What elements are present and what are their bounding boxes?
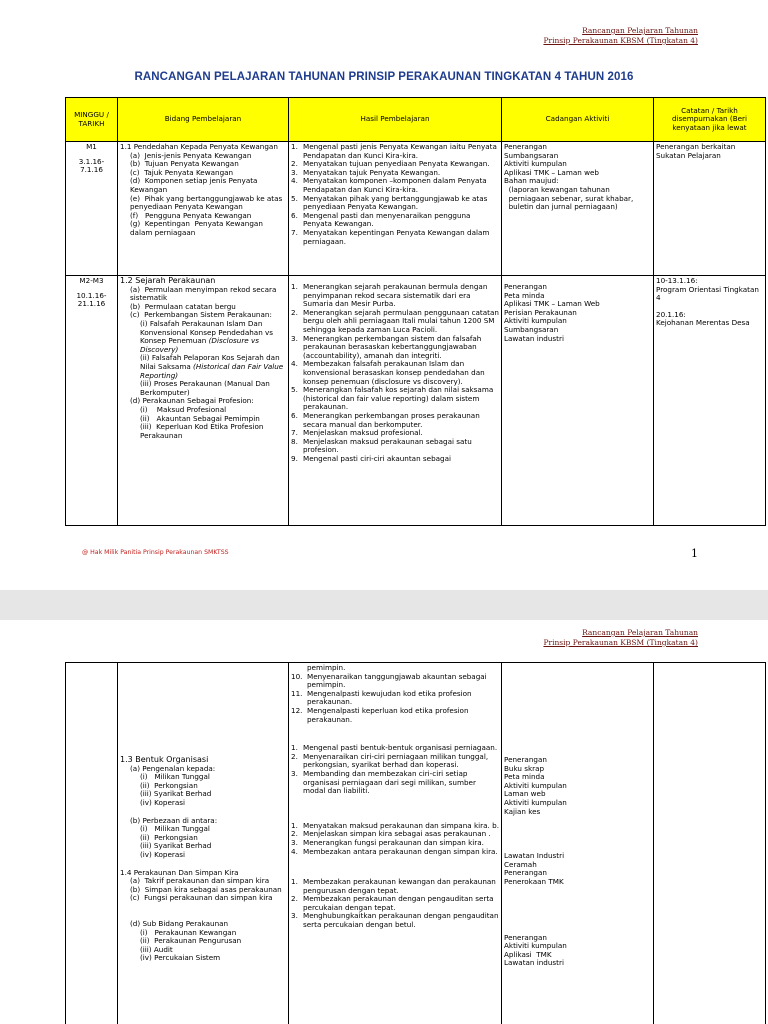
- topic-item: (d) Sub Bidang Perakaunan: [130, 918, 229, 928]
- outcome-number: 2.: [291, 307, 298, 317]
- outcome-number: 7.: [291, 428, 298, 438]
- outcome-number: 1.: [291, 142, 298, 151]
- header-line-2: Prinsip Perakaunan KBSM (Tingkatan 4): [543, 36, 698, 45]
- outcome-text: Membezakan falsafah perakaunan Islam dan konvensional berasaskan konsep pendedahan dan konsep penemuan (disclosure vs discovery).: [303, 359, 485, 386]
- outcome-list: [291, 744, 499, 796]
- outcome-item: [291, 177, 499, 194]
- activity-list: [504, 143, 651, 212]
- outcome-list: [291, 664, 499, 724]
- topic-sub-item: (iv) Percukaian Sistem: [140, 953, 221, 963]
- outcome-text: Menerangkan falsafah kos sejarah dan nilai saksama (historical dan fair value reporting) dalam sistem perakaunan.: [303, 385, 494, 412]
- outcome-number: 2.: [291, 159, 298, 169]
- activity-list: [504, 756, 651, 816]
- outcome-number: 1.: [291, 743, 298, 753]
- activity-item: Lawatan industri: [504, 333, 564, 343]
- outcome-text: Menyatakan kepentingan Penyata Kewangan dalam perniagaan.: [303, 227, 490, 246]
- outcome-number: 1.: [291, 820, 298, 830]
- outcome-text: Membezakan perakaunan dengan pengauditan serta percukaian dengan tepat.: [303, 894, 494, 912]
- outcome-list: [291, 283, 499, 463]
- topic-sub-item: (i) Milikan Tunggal: [140, 824, 210, 834]
- activity-item: Lawatan Industri: [504, 851, 565, 861]
- activity-list: [504, 934, 651, 968]
- activity-list: [504, 283, 651, 343]
- activity-item: Aktiviti kumpulan: [504, 797, 567, 807]
- outcome-text: Menerangkan perkembangan proses perakaunan secara manual dan berkomputer.: [303, 410, 480, 429]
- activity-item: buletin dan jurnal perniagaan): [504, 202, 618, 212]
- activity-item: Aktiviti kumpulan: [504, 780, 567, 790]
- outcome-text: Mengenalpasti kewujudan kod etika profesion perakaunan.: [307, 688, 472, 707]
- topic-item: (d) Perakaunan Sebagai Profesion:: [130, 396, 254, 406]
- topic-sub-items: [120, 929, 286, 963]
- page-number: 1: [691, 547, 698, 560]
- activity-item: Peta minda: [504, 772, 545, 782]
- activity-item: Buku skrap: [504, 763, 545, 773]
- outcome-list: [291, 822, 499, 856]
- outcome-item: [291, 195, 499, 212]
- outcome-number: 6.: [291, 210, 298, 220]
- outcome-number: 12.: [291, 705, 303, 715]
- table-row: [66, 142, 766, 276]
- outcome-number: 11.: [291, 688, 303, 698]
- col-header-minggu: MINGGU / TARIKH: [66, 98, 118, 142]
- activity-item: Lawatan industri: [504, 958, 564, 968]
- activity-item: Perisian Perakaunan: [504, 307, 577, 317]
- lesson-plan-table: [65, 97, 766, 526]
- outcome-number: 4.: [291, 846, 298, 856]
- lesson-plan-table-continued: [65, 662, 766, 1024]
- outcome-text: Membanding dan membezakan ciri-ciri setiap organisasi perniagaan dari segi milikan, sumber modal dan liabiliti.: [303, 768, 476, 796]
- activity-item: Aktiviti kumpulan: [504, 316, 567, 326]
- outcome-text: Menyenaraikan tanggungjawab akauntan sebagai pemimpin.: [307, 671, 487, 690]
- col-header-bidang: Bidang Pembelajaran: [118, 98, 289, 142]
- outcome-number: 9.: [291, 453, 298, 463]
- outcome-item: [291, 438, 499, 455]
- topic-item: (c) Tajuk Penyata Kewangan: [130, 167, 234, 177]
- outcome-item: [291, 912, 499, 929]
- topic-sub-item: (iv) Koperasi: [140, 849, 185, 859]
- outcome-number: 4.: [291, 359, 298, 369]
- topic-sub-item: (iii) Syarikat Berhad: [140, 789, 212, 799]
- document-page-2: [0, 620, 768, 1024]
- col-header-hasil: Hasil Pembelajaran: [289, 98, 502, 142]
- outcome-number: 7.: [291, 227, 298, 237]
- activity-item: Aplikasi TMK – Laman Web: [504, 299, 600, 309]
- note-line: 20.1.16:: [656, 309, 686, 319]
- outcome-text: Menyatakan tujuan penyediaan Penyata Kewangan.: [303, 159, 490, 169]
- activity-item: Penerangan: [504, 755, 547, 764]
- col-header-cadangan: Cadangan Aktiviti: [502, 98, 654, 142]
- outcome-number: 3.: [291, 911, 298, 921]
- activity-item: (laporan kewangan tahunan: [504, 184, 610, 194]
- outcome-number: 8.: [291, 436, 298, 446]
- topic-sub-item: (ii) Perakaunan Pengurusan: [140, 936, 242, 946]
- topic-title: 1.2 Sejarah Perakaunan: [120, 276, 216, 285]
- outcome-text: Menyatakan maksud perakaunan dan simpana kira.: [303, 820, 490, 830]
- topic-sub-item: (ii) Falsafah Pelaporan Kos Sejarah dan Nilai Saksama (Historical dan Fair Value Reporting): [140, 353, 284, 380]
- outcome-number: 1.: [291, 282, 298, 291]
- topic-sub-item: (i) Maksud Profesional: [140, 404, 227, 414]
- activity-item: Bahan maujud:: [504, 176, 559, 186]
- topic-title: 1.3 Bentuk Organisasi: [120, 755, 209, 764]
- outcome-text: Menerangkan perkembangan sistem dan falsafah perakaunan berasaskan kebertanggungjawaban (accountability), amanah dan integriti.: [303, 333, 482, 360]
- outcome-item: [291, 848, 499, 857]
- topic-title: 1.4 Perakaunan Dan Simpan Kira: [120, 867, 239, 877]
- topic-item: (d) Komponen setiap jenis Penyata Kewangan: [130, 176, 260, 194]
- topic-sub-item: (iii) Proses Perakaunan (Manual Dan Berkomputer): [140, 379, 270, 397]
- outcome-text: Menerangkan sejarah permulaan penggunaan catatan bergu oleh ahli perniagaan Itali mulai tahun 1200 SM sehingga kepada zaman Luca Pacioli.: [303, 307, 499, 334]
- outcome-text: Menyatakan komponen –komponen dalam Penyata Pendapatan dan Kunci Kira-kira.: [303, 176, 487, 194]
- outcome-text: Menjelaskan maksud profesional.: [303, 428, 423, 438]
- activity-item: Penerangan: [504, 932, 547, 942]
- activity-item: Sumbangsaran: [504, 150, 559, 160]
- outcome-text: Mengenalpasti keperluan kod etika profesion perakaunan.: [307, 705, 469, 724]
- topic-sub-item: (ii) Perkongsian: [140, 832, 198, 842]
- col-header-catatan: Catatan / Tarikh disempurnakan (Beri kenyataan jika lewat: [654, 98, 766, 142]
- topic-sub-items: [120, 406, 286, 440]
- outcome-number: 10.: [291, 671, 303, 681]
- outcome-text: Menyatakan tajuk Penyata Kewangan.: [303, 167, 441, 177]
- outcome-text: Menerangkan fungsi perakaunan dan simpan kira.: [303, 837, 484, 847]
- topic-sub-item: (iii) Syarikat Berhad: [140, 841, 212, 851]
- margin-mark: b.: [492, 820, 499, 830]
- outcome-item: [291, 335, 499, 361]
- topic-item: (c) Perkembangan Sistem Perakaunan:: [130, 310, 272, 320]
- activity-item: Aktiviti kumpulan: [504, 941, 567, 951]
- outcome-number: 2.: [291, 894, 298, 904]
- note-line: 10-13.1.16:: [656, 276, 698, 285]
- outcome-text: Mengenal pasti bentuk-bentuk organisasi perniagaan.: [303, 743, 498, 753]
- activity-item: Penerokaan TMK: [504, 876, 564, 886]
- outcome-item: [291, 143, 499, 160]
- topic-item: (b) Simpan kira sebagai asas perakaunan: [130, 884, 282, 894]
- topic-sub-item: (iv) Koperasi: [140, 797, 185, 807]
- outcome-text: Mengenal pasti ciri-ciri akauntan sebagai: [303, 453, 452, 463]
- topic-items: [120, 152, 286, 238]
- outcome-number: 2.: [291, 751, 298, 761]
- notes: [656, 277, 763, 328]
- outcome-item: [291, 212, 499, 229]
- outcome-number: 3.: [291, 768, 298, 778]
- week-label: M2-M3: [79, 276, 104, 285]
- copyright-footer: @ Hak Milik Panitia Prinsip Perakaunan SMKTSS: [82, 549, 229, 556]
- outcome-text: Membezakan perakaunan kewangan dan perakaunan pengurusan dengan tepat.: [303, 877, 496, 895]
- topic-sub-item: (i) Falsafah Perakaunan Islam Dan Konvensional Konsep Pendedahan vs Konsep Penemuan (Disclosure vs Discovery): [140, 318, 274, 354]
- outcome-text: Menjelaskan simpan kira sebagai asas perakaunan .: [303, 829, 491, 839]
- activity-item: Sumbangsaran: [504, 324, 559, 334]
- outcome-number: 3.: [291, 333, 298, 343]
- outcome-item: [291, 753, 499, 770]
- activity-item: Penerangan: [504, 282, 547, 291]
- outcome-item: [291, 412, 499, 429]
- outcome-item: [291, 673, 499, 690]
- topic-sub-item: (iii) Audit: [140, 944, 173, 954]
- outcome-number: 1.: [291, 877, 298, 887]
- activity-item: perniagaan sebenar, surat khabar,: [504, 193, 634, 203]
- topic-item: (f) Pengguna Penyata Kewangan: [130, 210, 252, 220]
- topic-sub-items: [120, 825, 286, 859]
- week-label: M1: [86, 142, 97, 151]
- outcome-item: [291, 360, 499, 386]
- header-line-2: Prinsip Perakaunan KBSM (Tingkatan 4): [543, 638, 698, 647]
- topic-title: 1.1 Pendedahan Kepada Penyata Kewangan: [120, 142, 278, 151]
- page-header: [543, 26, 698, 46]
- header-line-1: Rancangan Pelajaran Tahunan: [582, 26, 698, 35]
- outcome-text: Menjelaskan maksud perakaunan sebagai satu profesion.: [303, 436, 472, 455]
- topic-item: (a) Jenis-jenis Penyata Kewangan: [130, 150, 252, 160]
- outcome-number: 2.: [291, 829, 298, 839]
- outcome-item: [291, 283, 499, 309]
- activity-item: Peta minda: [504, 290, 545, 300]
- activity-item: Laman web: [504, 789, 546, 799]
- outcome-item: [291, 878, 499, 895]
- activity-item: Kajian kes: [504, 806, 541, 816]
- outcome-item: [291, 455, 499, 464]
- date-range: 10.1.16- 21.1.16: [76, 290, 107, 309]
- topic-item: (a) Permulaan menyimpan rekod secara sistematik: [130, 284, 279, 303]
- outcome-list: [291, 878, 499, 930]
- outcome-number: 5.: [291, 385, 298, 395]
- note-line: Program Orientasi Tingkatan 4: [656, 284, 759, 303]
- outcome-text: Menyatakan pihak yang bertanggungjawab ke atas penyediaan Penyata Kewangan.: [303, 193, 488, 212]
- topic-item: (e) Pihak yang bertanggungjawab ke atas penyediaan Penyata Kewangan: [130, 193, 285, 212]
- activity-item: Aplikasi TMK: [504, 949, 552, 959]
- topic-sub-item: (ii) Perkongsian: [140, 780, 198, 790]
- document-title: RANCANGAN PELAJARAN TAHUNAN PRINSIP PERAKAUNAN TINGKATAN 4 TAHUN 2016: [134, 71, 634, 83]
- outcome-item: [291, 707, 499, 724]
- outcome-item: [291, 386, 499, 412]
- topic-item: (b) Perbezaan di antara:: [130, 815, 218, 825]
- topic-item: (g) Kepentingan Penyata Kewangan dalam perniagaan: [130, 219, 266, 237]
- topic-item: (c) Fungsi perakaunan dan simpan kira: [130, 893, 273, 903]
- outcome-number: 3.: [291, 837, 298, 847]
- page-gap: [0, 590, 768, 620]
- topic-item: (a) Takrif perakaunan dan simpan kira: [130, 876, 270, 886]
- activity-item: Penerangan: [504, 142, 547, 151]
- outcome-text: Menghubungkaitkan perakaunan dengan pengauditan serta percukaian dengan betul.: [303, 911, 499, 930]
- date-range: 3.1.16- 7.1.16: [78, 156, 105, 175]
- outcome-text: Menyenaraikan ciri-ciri perniagaan milikan tunggal, perkongsian, syarikat berhad dan koperasi.: [303, 751, 489, 770]
- outcome-item: [291, 690, 499, 707]
- outcome-text: Menerangkan sejarah perakaunan bermula dengan penyimpanan rekod secara sistematik dari era Sumaria dan Mesir Purba.: [303, 282, 488, 309]
- outcome-item: [291, 309, 499, 335]
- outcome-text: pemimpin.: [307, 663, 346, 672]
- topic-sub-items: [120, 773, 286, 807]
- outcome-text: Membezakan antara perakaunan dengan simpan kira.: [303, 846, 498, 856]
- outcome-number: 6.: [291, 410, 298, 420]
- outcome-item: [291, 770, 499, 796]
- topic-item: (a) Pengenalan kepada:: [130, 763, 216, 773]
- activity-item: Penerangan: [504, 868, 547, 878]
- outcome-number: 4.: [291, 176, 298, 186]
- topic-sub-item: (i) Milikan Tunggal: [140, 772, 210, 782]
- activity-list: [504, 852, 651, 886]
- table-row: [66, 663, 766, 1024]
- topic-sub-item: (iii) Keperluan Kod Etika Profesion Perakaunan: [140, 422, 266, 440]
- topic-item: (b) Tujuan Penyata Kewangan: [130, 159, 239, 169]
- activity-item: Ceramah: [504, 859, 537, 869]
- header-line-1: Rancangan Pelajaran Tahunan: [582, 628, 698, 637]
- note-line: Kejohanan Merentas Desa: [656, 318, 750, 328]
- outcome-item: [291, 229, 499, 246]
- topic-items: [120, 286, 286, 320]
- notes: Penerangan berkaitan Sukatan Pelajaran: [654, 142, 766, 276]
- outcome-text: Mengenal pasti jenis Penyata Kewangan iaitu Penyata Pendapatan dan Kunci Kira-kira.: [303, 142, 497, 160]
- topic-items: [120, 877, 286, 903]
- topic-item: (b) Permulaan catatan bergu: [130, 301, 236, 311]
- activity-item: Aktiviti kumpulan: [504, 159, 567, 169]
- outcome-list: [291, 143, 499, 246]
- topic-sub-item: (i) Perakaunan Kewangan: [140, 927, 237, 937]
- page-header: [543, 628, 698, 648]
- outcome-number: 5.: [291, 193, 298, 203]
- outcome-text: Mengenal pasti dan menyenaraikan pengguna Penyata Kewangan.: [303, 210, 471, 229]
- topic-sub-item: (ii) Akauntan Sebagai Pemimpin: [140, 413, 260, 423]
- outcome-number: 3.: [291, 167, 298, 177]
- outcome-item: [291, 895, 499, 912]
- activity-item: Aplikasi TMK – Laman web: [504, 167, 599, 177]
- table-row: [66, 276, 766, 526]
